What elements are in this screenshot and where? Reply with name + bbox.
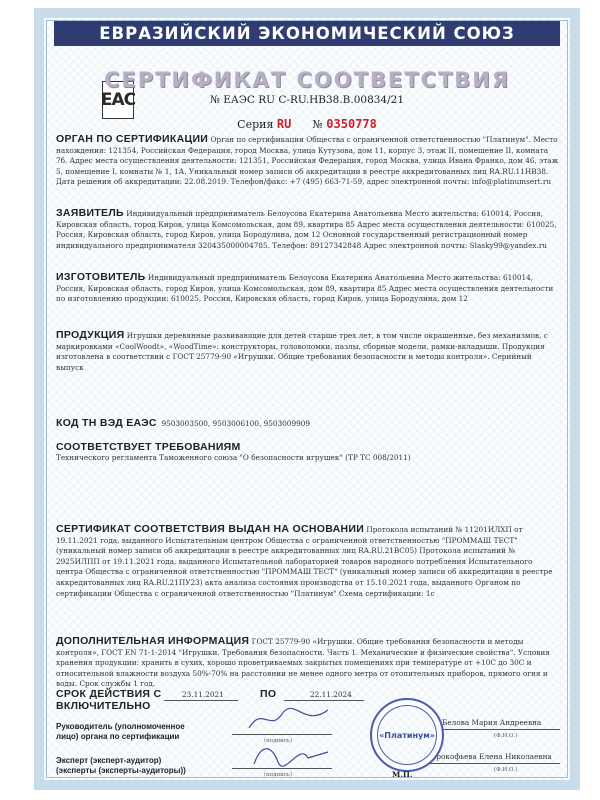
manufacturer-heading: ИЗГОТОВИТЕЛЬ bbox=[56, 271, 146, 283]
basis-heading: СЕРТИФИКАТ СООТВЕТСТВИЯ ВЫДАН НА ОСНОВАНИИ bbox=[56, 523, 365, 535]
banner: ЕВРАЗИЙСКИЙ ЭКОНОМИЧЕСКИЙ СОЮЗ bbox=[54, 20, 560, 46]
validity-from: 23.11.2021 bbox=[182, 690, 224, 699]
expert-signature bbox=[248, 736, 334, 770]
expert-row: Эксперт (эксперт-аудитор) (эксперты (эксперты-аудиторы)) bbox=[56, 756, 186, 775]
product-text: Игрушки деревянные развивающие для детей старше трех лет, в том числе окрашенные, без механизмов, с маркировками «CoolWoodt», «WoodTime»: конструкторы, головоломки, пазлы, сборные модели, рамки-вкладыши. Продукция изготовлена в соответствии с ГОСТ 25779-90 «Игрушки. Общие требования безопасности и методы контроля». Серийный выпуск bbox=[56, 331, 548, 372]
expert-name-caption: (Ф.И.О.) bbox=[494, 767, 518, 773]
tnved-heading: КОД ТН ВЭД ЕАЭС bbox=[56, 417, 157, 429]
manufacturer-text: Индивидуальный предприниматель Белоусова Екатерина Анатольевна Место жительства: 610014, Россия, Кировская область, город Киров, улица Комсомольская, дом 89, квартира 85 Адрес места осуществления деятельности по изготовлению продукции: 610025, Россия, Кировская область, город Киров, улица Бородулина, дом 12 bbox=[56, 273, 554, 304]
head-row: Руководитель (уполномоченное лицо) органа по сертификации bbox=[56, 722, 185, 741]
series-number: 0350778 bbox=[326, 117, 377, 131]
head-name: Белова Мария Андреевна bbox=[442, 718, 542, 727]
series-line: Серия RU № 0350778 bbox=[237, 117, 377, 131]
certificate-sheet bbox=[34, 8, 580, 790]
expert-name: Прокофьева Елена Николаевна bbox=[430, 752, 552, 761]
head-name-caption: (Ф.И.О.) bbox=[494, 733, 518, 739]
validity-heading-1: СРОК ДЕЙСТВИЯ С bbox=[56, 688, 162, 700]
head-sign-caption: (подпись) bbox=[264, 738, 293, 744]
organ-heading: ОРГАН ПО СЕРТИФИКАЦИИ bbox=[56, 133, 209, 145]
product-heading: ПРОДУКЦИЯ bbox=[56, 329, 125, 341]
stamp-text: «Платинум» bbox=[379, 730, 435, 740]
validity-from-line bbox=[164, 700, 238, 701]
head-signature bbox=[244, 702, 334, 736]
stamp-mp: М.П. bbox=[392, 770, 413, 779]
series-value: RU bbox=[276, 117, 292, 131]
product-section bbox=[56, 330, 560, 373]
additional-heading: ДОПОЛНИТЕЛЬНАЯ ИНФОРМАЦИЯ bbox=[56, 635, 250, 647]
applicant-section bbox=[56, 208, 560, 251]
head-name-line bbox=[440, 729, 560, 730]
compliance-text: Технического регламента Таможенного союза "О безопасности игрушек" (ТР ТС 008/2011) bbox=[56, 452, 411, 462]
compliance-heading: СООТВЕТСТВУЕТ ТРЕБОВАНИЯМ bbox=[56, 441, 241, 453]
tnved-section bbox=[56, 418, 560, 430]
applicant-heading: ЗАЯВИТЕЛЬ bbox=[56, 207, 124, 219]
certificate-title: СЕРТИФИКАТ СООТВЕТСТВИЯ bbox=[103, 68, 511, 92]
compliance-section bbox=[56, 442, 560, 463]
validity-to: 22.11.2024 bbox=[310, 690, 352, 699]
additional-text: ГОСТ 25779-90 «Игрушки. Общие требования безопасности и методы контроля», ГОСТ EN 71-1-2014 "Игрушки. Требования безопасности. Часть 1. Механические и физические свойства". Условия хранения продукции: хранить в сухих, хорошо проветриваемых закрытых помещениях при температуре от +10С до 30С и относительной влажности воздуха 50%-70% на расстоянии не менее одного метра от отопительных приборов, прямого огня и воды. Срок службы 1 год. bbox=[56, 637, 550, 689]
additional-section bbox=[56, 636, 560, 690]
organ-section bbox=[56, 134, 560, 188]
validity-to-line bbox=[284, 700, 364, 701]
applicant-text: Индивидуальный предприниматель Белоусова Екатерина Анатольевна Место жительства: 610014, Россия, Кировская область, город Киров, улица Комсомольская, дом 89, квартира 85 Адрес места осуществления деятельности: 610025, Россия, Кировская область, город Киров, улица Бородулина, дом 12 Основной государственный регистрационный номер индивидуального предпринимателя 320435000004785. Телефон: 89127342848 Адрес электронной почты: Slasky99@yandex.ru bbox=[56, 209, 557, 250]
organ-text: Орган по сертификации Общества с ограниченной ответственностью "Платинум". Место нахождения: 121354, Российская Федерация, город Москва, улица Кутузова, дом 11, корпус 3, этаж II, помещение II, комната 7б. Адрес места осуществления деятельности: 121351, Российская Федерация, город Москва, улица Ивана Франко, дом 46, этаж 5, помещение I, комнаты № 1, 1А. Уникальный номер записи об аккредитации в реестре аккредитованных лиц RA.RU.11HB38. Дата решения об аккредитации: 22.08.2019. Телефон/факс: +7 (495) 663-71-59, адрес электронной почты: info@platinumsert.ru bbox=[56, 135, 559, 187]
expert-name-line bbox=[428, 763, 560, 764]
manufacturer-section bbox=[56, 272, 560, 305]
registration-number: № ЕАЭС RU C-RU.HB38.B.00834/21 bbox=[209, 94, 405, 106]
tnved-codes: 9503003500, 9503006100, 9503009909 bbox=[161, 419, 311, 428]
expert-sign-caption: (подпись) bbox=[264, 772, 293, 778]
basis-text: Протокола испытаний № 11201ИЛХП от 19.11.2021 года, выданного Испытательным центром Общества с ограниченной ответственностью "ПРОММАШ ТЕСТ" (уникальный номер записи об аккредитации в реестре аккредитованных лиц RA.RU.21ВС05) Протокола испытаний № 2925ИЛПП от 19.11.2021 года, выданного Испытательной лабораторией товаров народного потребления Испытательного центра Общества с ограниченной ответственностью "ПРОММАШ ТЕСТ" (уникальный номер записи об аккредитации в реестре аккредитованных лиц RA.RU.21ПУ23) акта анализа состояния производства от 15.10.2021 года, выданного Органом по сертификации Общества с ограниченной ответственностью "Платинум" Схема сертификации: 1с bbox=[56, 525, 553, 598]
basis-section bbox=[56, 524, 560, 599]
validity-to-label: ПО bbox=[260, 688, 277, 700]
organ-stamp bbox=[370, 698, 444, 772]
validity-heading-2: ВКЛЮЧИТЕЛЬНО bbox=[56, 700, 151, 712]
eac-logo: EAC bbox=[102, 81, 134, 119]
